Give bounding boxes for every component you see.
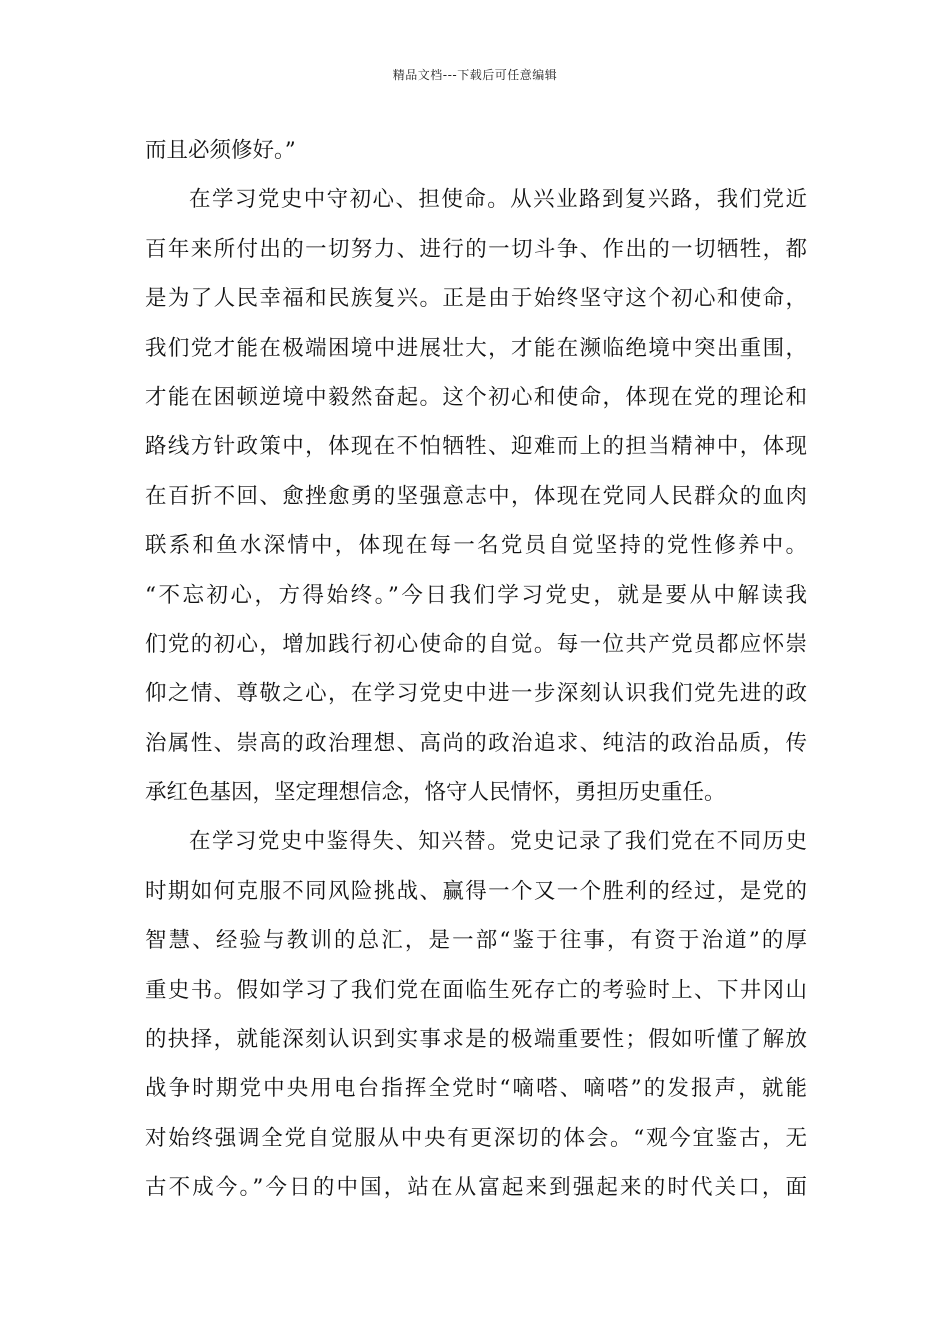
text-line: “不忘初心，方得始终。”今日我们学习党史，就是要从中解读我 [145, 582, 807, 608]
text-line: 古不成今。”今日的中国，站在从富起来到强起来的时代关口，面 [145, 1175, 807, 1201]
text-line: 重史书。假如学习了我们党在面临生死存亡的考验时上、下井冈山 [145, 977, 807, 1003]
page-header: 精品文档---下载后可任意编辑 [392, 68, 558, 82]
text-line: 的抉择，就能深刻认识到实事求是的极端重要性；假如听懂了解放 [145, 1027, 807, 1053]
text-line: 承红色基因，坚定理想信念，恪守人民情怀，勇担历史重任。 [145, 780, 726, 806]
text-line: 路线方针政策中，体现在不怕牺牲、迎难而上的担当精神中，体现 [145, 434, 807, 460]
text-line: 对始终强调全党自觉服从中央有更深切的体会。“观今宜鉴古，无 [145, 1125, 807, 1151]
text-line: 在百折不回、愈挫愈勇的坚强意志中，体现在党同人民群众的血肉 [145, 483, 807, 509]
text-line: 而且必须修好。” [145, 138, 296, 163]
text-line: 智慧、经验与教训的总汇，是一部“鉴于往事，有资于治道”的厚 [145, 928, 807, 954]
text-line: 联系和鱼水深情中，体现在每一名党员自觉坚持的党性修养中。 [145, 533, 807, 559]
text-line: 仰之情、尊敬之心，在学习党史中进一步深刻认识我们党先进的政 [145, 681, 807, 707]
text-line: 百年来所付出的一切努力、进行的一切斗争、作出的一切牺牲，都 [145, 236, 807, 262]
text-line: 才能在困顿逆境中毅然奋起。这个初心和使命，体现在党的理论和 [145, 384, 807, 410]
text-line: 在学习党史中守初心、担使命。从兴业路到复兴路，我们党近 [189, 187, 807, 213]
text-line: 们党的初心，增加践行初心使命的自觉。每一位共产党员都应怀崇 [145, 631, 807, 657]
text-line: 在学习党史中鉴得失、知兴替。党史记录了我们党在不同历史 [189, 829, 807, 855]
text-line: 是为了人民幸福和民族复兴。正是由于始终坚守这个初心和使命， [145, 286, 807, 312]
text-line: 治属性、崇高的政治理想、高尚的政治追求、纯洁的政治品质，传 [145, 730, 807, 756]
text-line: 时期如何克服不同风险挑战、赢得一个又一个胜利的经过，是党的 [145, 878, 807, 904]
document-body [145, 126, 807, 1213]
text-line: 战争时期党中央用电台指挥全党时“嘀嗒、嘀嗒”的发报声，就能 [145, 1076, 807, 1102]
text-line: 我们党才能在极端困境中进展壮大，才能在濒临绝境中突出重围， [145, 335, 807, 361]
